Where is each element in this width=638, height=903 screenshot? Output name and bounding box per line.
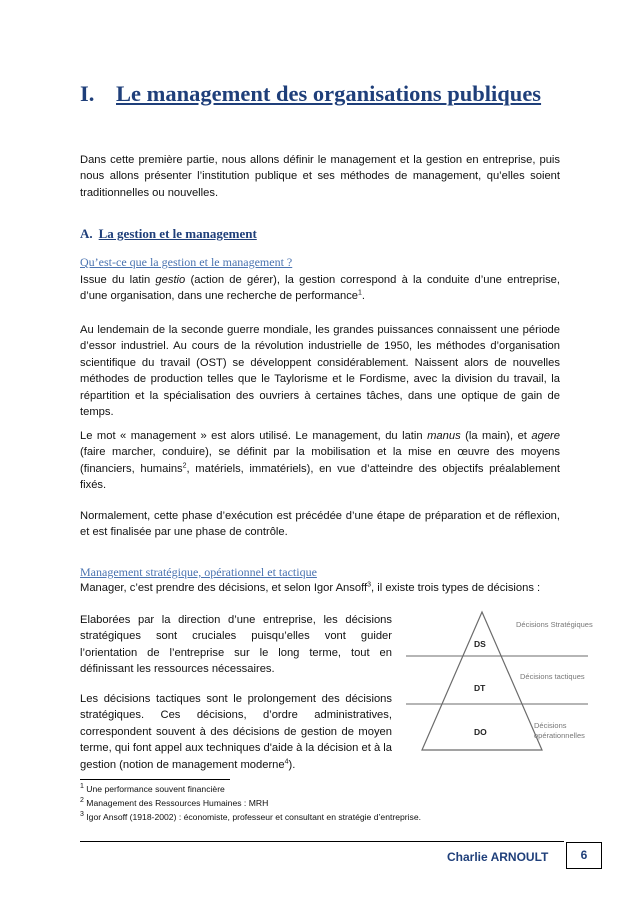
text-run: Issue du latin (80, 274, 156, 286)
page-number: 6 (566, 842, 602, 869)
heading-2-number: A. (80, 226, 93, 241)
footer-rule (80, 841, 564, 842)
text-run: (faire marcher, conduire), se définit par la mobilisation et la mise en œuvre des moyens (financiers, humains (80, 446, 560, 475)
paragraph-management-definition (80, 428, 560, 494)
paragraph-history: Au lendemain de la seconde guerre mondiale, les grandes puissances connaissent une période d’essor industriel. Au cours de la révolution industrielle de 1950, les méthodes d’organisation scientifique du travail (OST) se développent considérablement. Naissent alors de nouvelles méthodes de production telles que le Taylorisme et le Fordisme, avec la division du travail, la répartition et la spécialisation des ouvriers à certaines tâches, dans une optique de gain de temps. (80, 324, 560, 419)
paragraph-strategic: Elaborées par la direction d’une entreprise, les décisions stratégiques sont cruciales puisqu’elles vont guider l’orientation de l’entreprise sur le long terme, tout en définissant les ressources nécessaires. (80, 614, 392, 676)
footnote-ref: 2 (182, 462, 187, 470)
label-strategic: Décisions Stratégiques (516, 620, 593, 629)
label-tactical: Décisions tactiques (520, 672, 585, 681)
label-operational: Décisions opérationnelles (534, 721, 585, 740)
text-run: (la main), et (460, 430, 532, 442)
paragraph-tactical (80, 691, 392, 773)
level-ds: DS (474, 639, 486, 649)
section-heading-1 (80, 80, 560, 108)
text-run: Les décisions tactiques sont le prolongement des décisions stratégiques. Ces décisions, d’ordre administratives, correspondent souvent à des décisions de gestion de moyen terme, qui font appel aux techniques d'aide à la décision et à la gestion (notion de management moderne (80, 693, 392, 771)
heading-1-number: I. (80, 81, 95, 106)
text-run: ). (288, 758, 296, 771)
footnote-text: Management des Ressources Humaines : MRH (86, 798, 269, 808)
decision-pyramid-diagram (406, 600, 606, 760)
footnote-number: 2 (80, 797, 84, 805)
footnote-ref: 3 (367, 581, 372, 589)
text-run: , il existe trois types de décisions : (371, 582, 541, 594)
text-run: Le mot « management » est alors utilisé. Le management, du latin (80, 430, 428, 442)
footnote-ref: 4 (284, 757, 289, 765)
paragraph-decisions-intro (80, 580, 560, 596)
footnote-text: Une performance souvent financière (86, 784, 225, 794)
section-heading-2 (80, 226, 257, 242)
text-run: , matériels, immatériels), en vue d’atteindre des objectifs préalablement fixés. (80, 462, 560, 492)
footnote-rule (80, 779, 230, 780)
footer-author: Charlie ARNOULT (447, 850, 549, 864)
footnote-text: Igor Ansoff (1918-2002) : économiste, professeur et consultant en stratégie d’entreprise. (86, 812, 422, 822)
text-run: Manager, c’est prendre des décisions, et selon Igor Ansoff (80, 582, 368, 594)
intro-paragraph: Dans cette première partie, nous allons définir le management et la gestion en entreprise, puis nous allons présenter l’institution publique et ses méthodes de management, qu’elles soient traditionnelles ou nouvelles. (80, 154, 560, 199)
italic-term: gestio (155, 274, 186, 286)
italic-term: agere (531, 430, 561, 442)
heading-2-text: La gestion et le management (98, 226, 257, 241)
footnote-number: 3 (80, 811, 84, 819)
footnote-ref: 1 (358, 289, 362, 297)
footnote-3 (80, 812, 421, 823)
paragraph-phases: Normalement, cette phase d’exécution est précédée d’une étape de préparation et de réflexion, et est finalisée par une phase de contrôle. (80, 510, 560, 539)
subsection-heading: Management stratégique, opérationnel et tactique (80, 565, 317, 579)
level-do: DO (474, 727, 487, 737)
footnote-number: 1 (80, 783, 84, 791)
text-run: (action de gérer), la gestion correspond à la conduite d’une entreprise, d’une organisation, dans une recherche de performance (80, 274, 560, 303)
question-heading: Qu’est-ce que la gestion et le management ? (80, 255, 293, 269)
footnote-2 (80, 798, 268, 809)
footnote-1 (80, 784, 225, 795)
text-run: . (361, 290, 366, 303)
level-dt: DT (474, 683, 486, 693)
italic-term: manus (427, 430, 461, 442)
paragraph-gestion (80, 272, 560, 305)
heading-1-text: Le management des organisations publiques (116, 81, 542, 106)
